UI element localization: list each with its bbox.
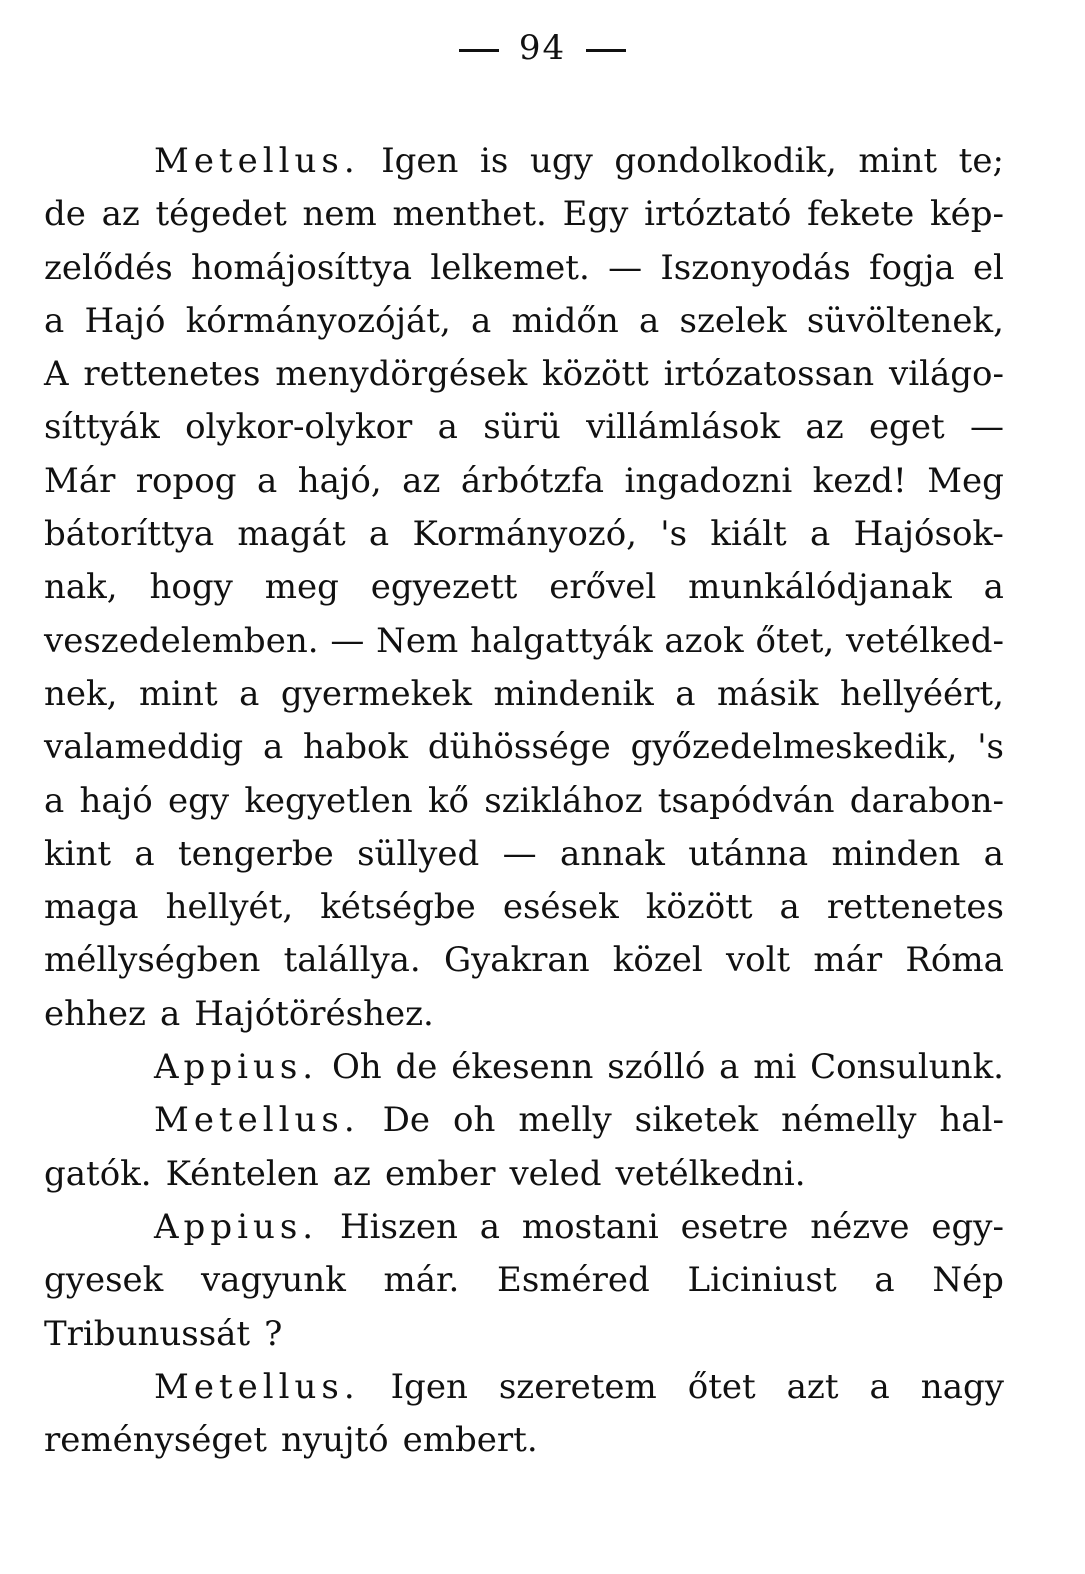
text-line bbox=[44, 1308, 1004, 1361]
text-line bbox=[44, 881, 1004, 934]
word: Tribunussát bbox=[44, 1313, 251, 1354]
text-line bbox=[44, 508, 1004, 561]
text-line bbox=[44, 934, 1004, 987]
text-line bbox=[44, 242, 1004, 295]
word: meg bbox=[264, 567, 339, 608]
text-line bbox=[44, 1041, 1004, 1094]
word: mindenik bbox=[493, 673, 654, 714]
word: kezd! bbox=[812, 460, 907, 501]
word: kegyetlen bbox=[244, 780, 413, 821]
speaker-name: Appius. bbox=[154, 1047, 319, 1088]
word: őtet, bbox=[755, 620, 835, 661]
word: de bbox=[395, 1047, 438, 1088]
word: kétségbe bbox=[320, 887, 476, 928]
word: halgattyák bbox=[470, 620, 653, 661]
left-dash bbox=[459, 49, 499, 52]
word: gondolkodik, bbox=[614, 141, 837, 181]
word: menthet. bbox=[392, 194, 547, 235]
word: Consulunk. bbox=[810, 1047, 1004, 1088]
text-line bbox=[44, 188, 1004, 241]
word: veszedelemben. bbox=[44, 620, 319, 661]
word: Egy bbox=[562, 194, 629, 235]
word: a bbox=[437, 407, 458, 448]
word: kiált bbox=[710, 514, 787, 555]
word: már. bbox=[383, 1260, 460, 1301]
word: villámlások bbox=[586, 407, 781, 448]
text-line bbox=[44, 561, 1004, 614]
speaker-name: Appius. bbox=[154, 1206, 319, 1247]
word: Hiszen bbox=[339, 1206, 458, 1247]
word: ember bbox=[384, 1153, 496, 1194]
word: szeretem bbox=[498, 1366, 657, 1407]
word: süvöltenek, bbox=[806, 300, 1004, 341]
word: hogy bbox=[149, 567, 233, 608]
text-line bbox=[44, 295, 1004, 348]
word: eget bbox=[868, 407, 945, 448]
word: utánna bbox=[688, 833, 809, 874]
word: szólló bbox=[607, 1047, 706, 1088]
word: irtóztató bbox=[644, 194, 792, 235]
word: sziklához bbox=[484, 780, 643, 821]
word: habok bbox=[303, 727, 409, 768]
word: kép- bbox=[930, 194, 1004, 235]
word: ropog bbox=[135, 460, 237, 501]
word: Liciniust bbox=[687, 1260, 837, 1301]
word: némelly bbox=[781, 1100, 917, 1141]
page-number: 94 bbox=[518, 28, 567, 68]
word: Gyakran bbox=[443, 940, 590, 981]
word: mi bbox=[753, 1047, 797, 1088]
word: ugy bbox=[529, 141, 593, 181]
text-line bbox=[44, 668, 1004, 721]
word: a bbox=[869, 1366, 890, 1407]
word: el bbox=[972, 247, 1004, 288]
word: Meg bbox=[927, 460, 1004, 501]
word: Igen bbox=[390, 1366, 468, 1407]
word: a bbox=[809, 514, 831, 555]
word: síttyák bbox=[44, 407, 160, 448]
word: ékesenn bbox=[451, 1047, 594, 1088]
word: — bbox=[969, 407, 1004, 448]
word: menydörgések bbox=[275, 354, 528, 395]
word: — bbox=[330, 620, 365, 661]
text-line bbox=[44, 721, 1004, 774]
word: győzedelmeskedik, bbox=[630, 727, 958, 768]
word: lelkemet. bbox=[430, 247, 590, 288]
word: 's bbox=[660, 514, 688, 555]
word: kint bbox=[44, 833, 112, 874]
word: a bbox=[159, 993, 181, 1034]
word: a bbox=[471, 300, 492, 341]
word: Hajó bbox=[84, 300, 166, 341]
word: midőn bbox=[511, 300, 619, 341]
word: homájosíttya bbox=[191, 247, 413, 288]
body-text bbox=[44, 135, 1004, 1467]
word: talállya. bbox=[283, 940, 421, 981]
word: mint bbox=[138, 673, 218, 714]
word: mint bbox=[858, 141, 938, 181]
word: már bbox=[813, 940, 883, 981]
text-line bbox=[44, 1414, 1004, 1467]
word: Oh bbox=[331, 1047, 382, 1088]
word: darabon- bbox=[849, 780, 1004, 821]
word: A bbox=[44, 354, 69, 395]
page-number-header bbox=[0, 28, 1085, 68]
word: vetélked- bbox=[846, 620, 1004, 661]
text-line bbox=[44, 775, 1004, 828]
word: tsapódván bbox=[657, 780, 835, 821]
word: a bbox=[874, 1260, 895, 1301]
word: vetélkedni. bbox=[615, 1153, 806, 1194]
word: méllységben bbox=[44, 940, 261, 981]
text-line bbox=[44, 135, 1004, 188]
word: süllyed bbox=[357, 833, 480, 874]
speaker-name: Metellus. bbox=[154, 1366, 360, 1407]
word: volt bbox=[725, 940, 791, 981]
word: sürü bbox=[483, 407, 561, 448]
word: a bbox=[479, 1206, 501, 1247]
word: hellyét, bbox=[165, 887, 294, 928]
word: De bbox=[382, 1100, 430, 1141]
word: a bbox=[44, 300, 65, 341]
word: hal- bbox=[939, 1100, 1004, 1141]
word: az bbox=[402, 460, 441, 501]
word: munkálódjanak bbox=[688, 567, 952, 608]
word: oh bbox=[452, 1100, 496, 1141]
word: őtet bbox=[687, 1366, 756, 1407]
text-line bbox=[44, 1148, 1004, 1201]
word: a bbox=[134, 833, 155, 874]
word: árbótzfa bbox=[460, 460, 605, 501]
word: a bbox=[719, 1047, 740, 1088]
text-line bbox=[44, 615, 1004, 668]
word: Már bbox=[44, 460, 116, 501]
word: a bbox=[256, 460, 278, 501]
word: vagyunk bbox=[200, 1260, 346, 1301]
right-dash bbox=[586, 49, 626, 52]
word: gyesek bbox=[44, 1260, 164, 1301]
word: is bbox=[480, 141, 509, 181]
word: melly bbox=[518, 1100, 612, 1141]
word: rettenetes bbox=[83, 354, 261, 395]
word: dühössége bbox=[427, 727, 611, 768]
word: világo- bbox=[888, 354, 1004, 395]
word: tengerbe bbox=[178, 833, 334, 874]
word: a bbox=[779, 887, 800, 928]
word: azok bbox=[664, 620, 744, 661]
word: veled bbox=[509, 1153, 602, 1194]
word: esetre bbox=[680, 1206, 789, 1247]
word: minden bbox=[831, 833, 961, 874]
text-line bbox=[44, 1254, 1004, 1307]
word: magát bbox=[237, 514, 346, 555]
word: nyujtó bbox=[280, 1420, 389, 1461]
text-line bbox=[44, 401, 1004, 454]
word: a bbox=[675, 673, 696, 714]
word: bátoríttya bbox=[44, 514, 215, 555]
word: Kéntelen bbox=[165, 1153, 319, 1194]
word: egy bbox=[167, 780, 230, 821]
word: rettenetes bbox=[826, 887, 1004, 928]
text-line bbox=[44, 988, 1004, 1041]
text-line bbox=[44, 455, 1004, 508]
word: a bbox=[983, 833, 1004, 874]
speaker-name: Metellus. bbox=[154, 1100, 360, 1141]
word: a bbox=[639, 300, 660, 341]
speaker-name: Metellus. bbox=[154, 141, 360, 181]
word: Hajótöréshez. bbox=[194, 993, 434, 1034]
word: a bbox=[44, 780, 65, 821]
word: Iszonyodás bbox=[660, 247, 851, 288]
word: az bbox=[332, 1153, 371, 1194]
word: de bbox=[44, 194, 86, 235]
word: a bbox=[983, 567, 1004, 608]
word: erővel bbox=[549, 567, 657, 608]
word: fekete bbox=[807, 194, 915, 235]
word: Hajósok- bbox=[853, 514, 1004, 555]
word: reménységet bbox=[44, 1420, 267, 1461]
word: esések bbox=[502, 887, 619, 928]
word: egy- bbox=[931, 1206, 1004, 1247]
word: között bbox=[645, 887, 753, 928]
word: ehhez bbox=[44, 993, 146, 1034]
word: az bbox=[805, 407, 844, 448]
word: hajó, bbox=[297, 460, 382, 501]
word: Esméred bbox=[497, 1260, 650, 1301]
word: — bbox=[608, 247, 643, 288]
word: ingadozni bbox=[624, 460, 793, 501]
word: nagy bbox=[920, 1366, 1004, 1407]
word: azt bbox=[786, 1366, 839, 1407]
word: nézve bbox=[810, 1206, 910, 1247]
word: te; bbox=[958, 141, 1004, 181]
word: olykor-olykor bbox=[185, 407, 413, 448]
word: maga bbox=[44, 887, 139, 928]
word: hellyéért, bbox=[839, 673, 1004, 714]
word: 's bbox=[977, 727, 1004, 768]
word: zelődés bbox=[44, 247, 173, 288]
word: gatók. bbox=[44, 1153, 152, 1194]
word: annak bbox=[559, 833, 665, 874]
text-line bbox=[44, 1361, 1004, 1414]
word: embert. bbox=[402, 1420, 538, 1461]
word: Kormányozó, bbox=[412, 514, 637, 555]
word: Nép bbox=[932, 1260, 1004, 1301]
word: az bbox=[101, 194, 140, 235]
text-line bbox=[44, 1201, 1004, 1254]
word: gyermekek bbox=[280, 673, 472, 714]
word: nak, bbox=[44, 567, 118, 608]
word: közel bbox=[612, 940, 703, 981]
word: a bbox=[262, 727, 284, 768]
word: kő bbox=[427, 780, 470, 821]
word: nek, bbox=[44, 673, 118, 714]
word: kórmányozóját, bbox=[185, 300, 451, 341]
word: másik bbox=[717, 673, 819, 714]
word: hajó bbox=[79, 780, 153, 821]
word: fogja bbox=[869, 247, 955, 288]
word: a bbox=[239, 673, 260, 714]
word: — bbox=[502, 833, 537, 874]
word: a bbox=[368, 514, 390, 555]
word: Igen bbox=[381, 141, 459, 181]
word: ? bbox=[264, 1313, 283, 1354]
word: valameddig bbox=[44, 727, 244, 768]
word: egyezett bbox=[370, 567, 518, 608]
word: mostani bbox=[521, 1206, 659, 1247]
text-line bbox=[44, 1094, 1004, 1147]
word: Róma bbox=[905, 940, 1004, 981]
word: tégedet bbox=[155, 194, 287, 235]
text-line bbox=[44, 348, 1004, 401]
word: között bbox=[542, 354, 649, 395]
word: nem bbox=[302, 194, 377, 235]
word: szelek bbox=[679, 300, 787, 341]
word: irtózatossan bbox=[663, 354, 875, 395]
word: Nem bbox=[376, 620, 459, 661]
word: siketek bbox=[634, 1100, 759, 1141]
text-line bbox=[44, 828, 1004, 881]
